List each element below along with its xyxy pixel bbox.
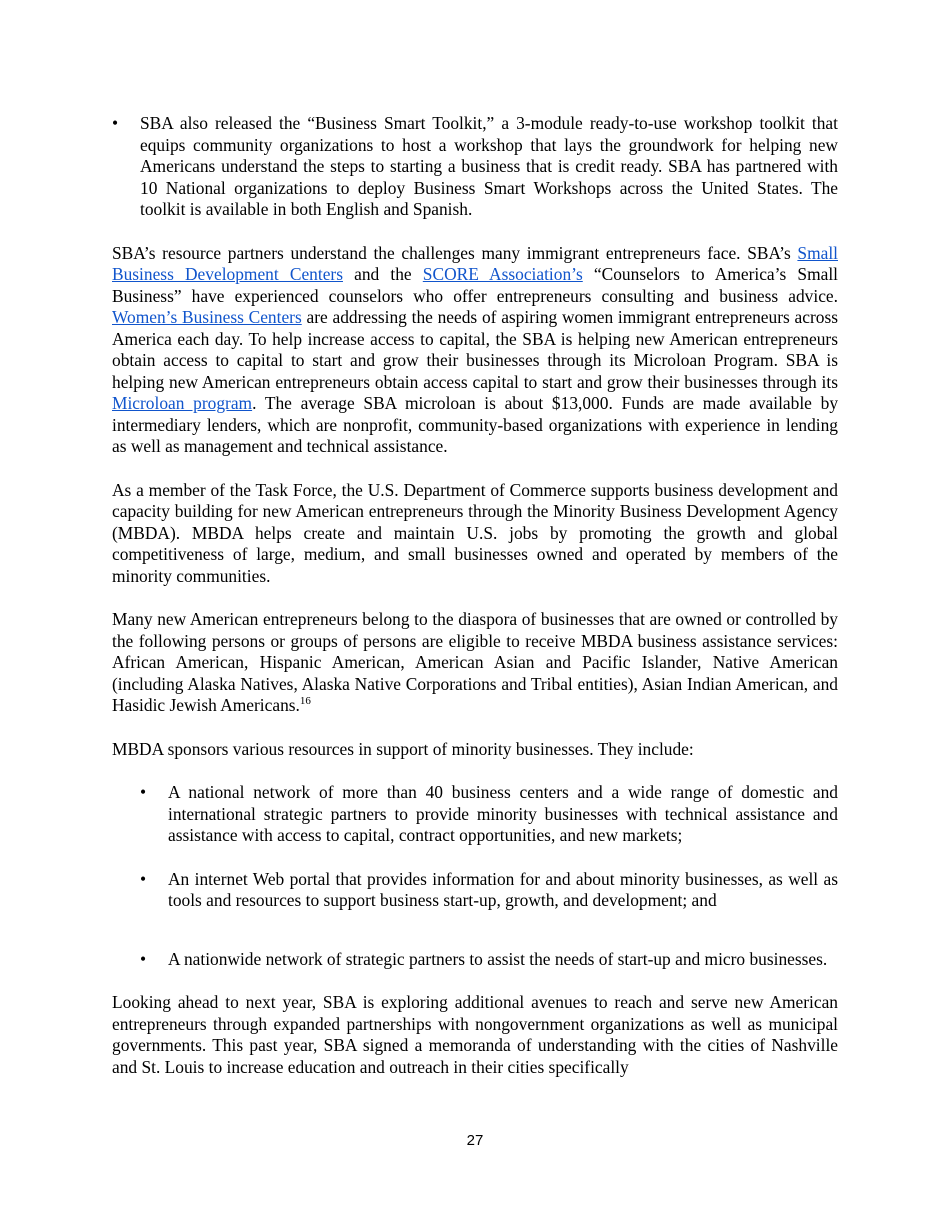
- text-segment: . The average SBA microloan is about $13,000. Funds are made available by intermediary lenders, which are nonprofit, community-based organizations with experience in lending as well as management and technical assistance.: [112, 393, 839, 456]
- text-segment: “Counselors to America’s Small Business” have experienced counselors who offer entrepreneurs consulting and business advice.: [112, 264, 838, 306]
- bullet-text: SBA also released the “Business Smart Toolkit,” a 3-module ready-to-use workshop toolkit that equips community organizations to host a workshop that lays the groundwork for helping new Americans understand the steps to starting a business that is credit ready. SBA has partnered with 10 National organizations to deploy Business Smart Workshops across the United States. The toolkit is available in both English and Spanish.: [140, 113, 838, 219]
- link-microloan-program[interactable]: Microloan program: [112, 393, 253, 413]
- bullet-dot: •: [140, 948, 147, 969]
- link-small-business-development-centers[interactable]: Small Business Development Centers: [112, 242, 838, 284]
- paragraph-resource-partners: [112, 243, 838, 458]
- paragraph-looking-ahead: Looking ahead to next year, SBA is exploring additional avenues to reach and serve new American entrepreneurs through expanded partnerships with nongovernment organizations as well as municipal governments. This past year, SBA signed a memoranda of understanding with the cities of Nashville and St. Louis to increase education and outreach in their cities specifically: [112, 992, 838, 1077]
- bullet-text: A nationwide network of strategic partners to assist the needs of start-up and micro businesses.: [168, 948, 828, 969]
- paragraph-diaspora: [112, 609, 838, 717]
- link-score-association[interactable]: SCORE Association’s: [422, 264, 583, 284]
- paragraph-mbda-intro: MBDA sponsors various resources in support of minority businesses. They include:: [112, 738, 694, 759]
- link-womens-business-centers[interactable]: Women’s Business Centers: [112, 307, 302, 327]
- bullet-strategic-partners: [112, 949, 838, 971]
- bullet-text: An internet Web portal that provides information for and about minority businesses, as well as tools and resources to support business start-up, growth, and development; and: [168, 868, 838, 910]
- document-page: [112, 113, 838, 1078]
- footnote-reference[interactable]: 16: [299, 695, 311, 707]
- bullet-web-portal: [112, 869, 838, 912]
- bullet-business-smart-toolkit: [112, 113, 838, 221]
- bullet-text: A national network of more than 40 business centers and a wide range of domestic and international strategic partners to provide minority businesses with technical assistance and assistance with access to capital, contract opportunities, and new markets;: [168, 782, 838, 845]
- text-segment: are addressing the needs of aspiring women immigrant entrepreneurs across America each day. To help increase access to capital, the SBA is helping new American entrepreneurs obtain access to capital to start and grow their businesses through its Microloan Program. SBA is helping new American entrepreneurs obtain access capital to start and grow their businesses through its: [112, 307, 838, 392]
- bullet-dot: •: [112, 113, 119, 133]
- text-segment: Many new American entrepreneurs belong to the diaspora of businesses that are owned or controlled by the following persons or groups of persons are eligible to receive MBDA business assistance services: African American, Hispanic American, American Asian and Pacific Islander, Native American (including Alaska Natives, Alaska Native Corporations and Tribal entities), Asian Indian American, and Hasidic Jewish Americans.: [112, 609, 838, 715]
- page-number: 27: [466, 1132, 484, 1149]
- text-segment: SBA’s resource partners understand the challenges many immigrant entrepreneurs face. SBA’s: [112, 242, 798, 263]
- bullet-dot: •: [140, 782, 147, 802]
- text-segment: and the: [342, 264, 423, 284]
- bullet-national-network: [112, 782, 838, 847]
- paragraph-department-of-commerce: As a member of the Task Force, the U.S. Department of Commerce supports business development and capacity building for new American entrepreneurs through the Minority Business Development Agency (MBDA). MBDA helps create and maintain U.S. jobs by promoting the growth and global competitiveness of large, medium, and small businesses owned and operated by members of the minority communities.: [112, 479, 838, 586]
- bullet-dot: •: [140, 868, 147, 889]
